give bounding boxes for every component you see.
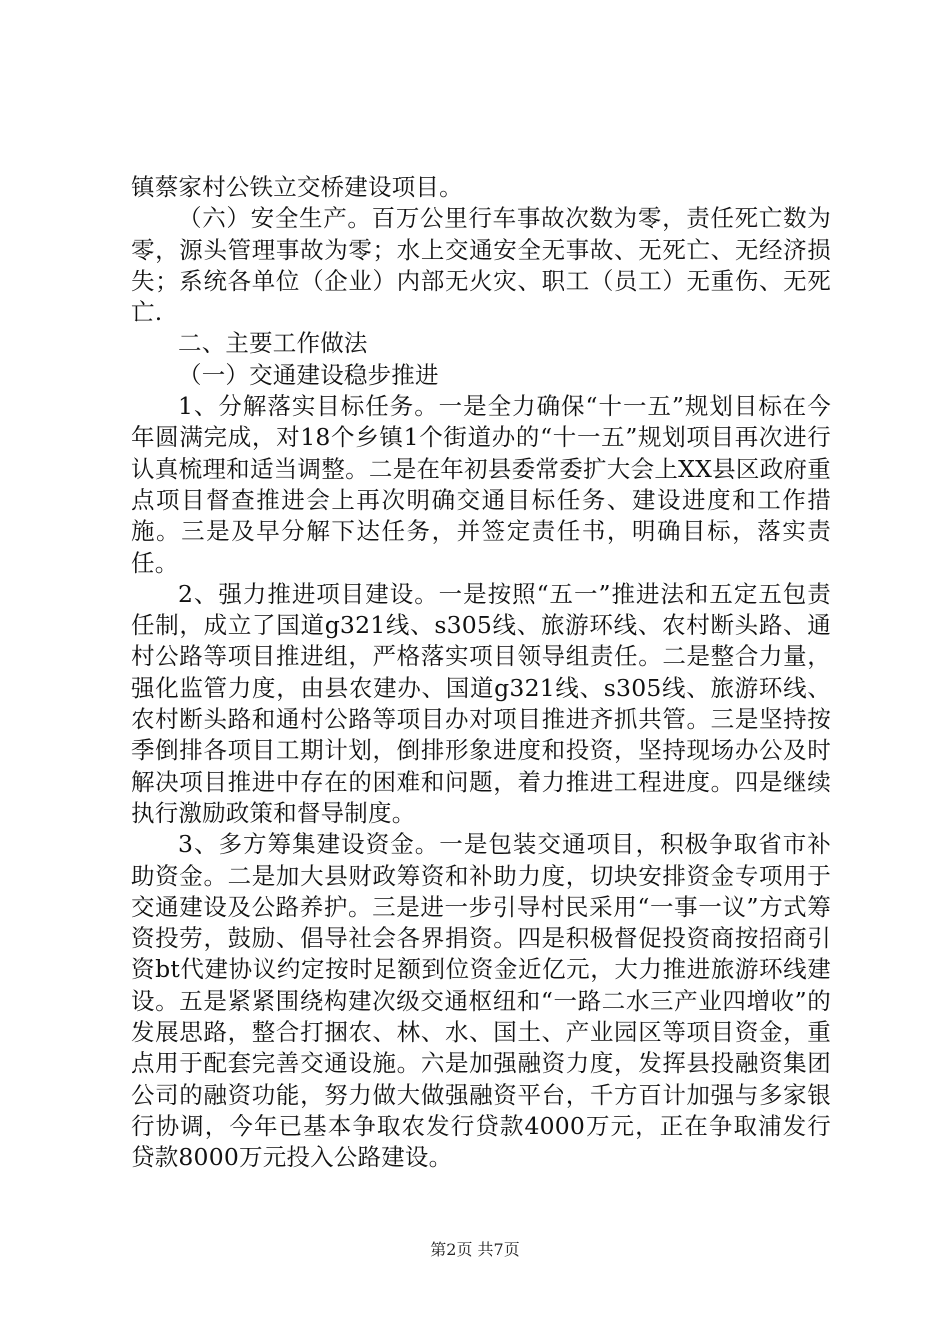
paragraph-project-construction: 2、强力推进项目建设。一是按照“五一”推进法和五定五包责任制，成立了国道g321线、s305线、旅游环线、农村断头路、通村公路等项目推进组，严格落实项目领导组责任。二是整合力量，强化监管力度，由县农建办、国道g321线、s305线、旅游环线、农村断头路和通村公路等项目办对项目推进齐抓共管。三是坚持按季倒排各项目工期计划，倒排形象进度和投资，坚持现场办公及时解决项目推进中存在的困难和问题，着力推进工程进度。四是继续执行激励政策和督导制度。 <box>131 579 831 827</box>
page-number-footer: 第2页 共7页 <box>430 1240 520 1259</box>
paragraph-continuation: 镇蔡家村公铁立交桥建设项目。 <box>131 173 463 201</box>
section-heading-main-work: 二、主要工作做法 <box>178 329 368 358</box>
paragraph-safety-production: （六）安全生产。百万公里行车事故次数为零，责任死亡数为零，源头管理事故为零；水上交通安全无事故、无死亡、无经济损失；系统各单位（企业）内部无火灾、职工（员工）无重伤、无死亡. <box>131 204 831 327</box>
document-body <box>131 172 831 1174</box>
subsection-heading-transport: （一）交通建设稳步推进 <box>178 360 439 389</box>
paragraph-targets: 1、分解落实目标任务。一是全力确保“十一五”规划目标在今年圆满完成，对18个乡镇1个街道办的“十一五”规划项目再次进行认真梳理和适当调整。二是在年初县委常委扩大会上XX县区政府重点项目督查推进会上再次明确交通目标任务、建设进度和工作措施。三是及早分解下达任务，并签定责任书，明确目标，落实责任。 <box>131 392 831 577</box>
paragraph-funding: 3、多方筹集建设资金。一是包装交通项目，积极争取省市补助资金。二是加大县财政筹资和补助力度，切块安排资金专项用于交通建设及公路养护。三是进一步引导村民采用“一事一议”方式筹资投劳，鼓励、倡导社会各界捐资。四是积极督促投资商按招商引资bt代建协议约定按时足额到位资金近亿元，大力推进旅游环线建设。五是紧紧围绕构建次级交通枢纽和“一路二水三产业四增收”的发展思路，整合打捆农、林、水、国土、产业园区等项目资金，重点用于配套完善交通设施。六是加强融资力度，发挥县投融资集团公司的融资功能，努力做大做强融资平台，千方百计加强与多家银行协调，今年已基本争取农发行贷款4000万元，正在争取浦发行贷款8000万元投入公路建设。 <box>131 830 831 1172</box>
